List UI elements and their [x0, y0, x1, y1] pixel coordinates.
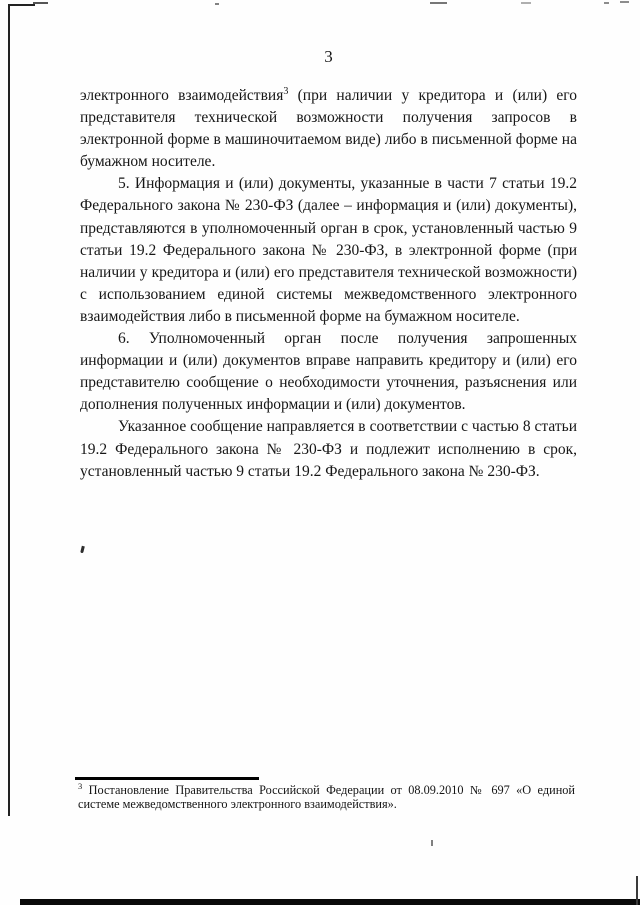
footnote-reference: 3 [283, 85, 289, 97]
paragraph-continuation [80, 85, 577, 173]
scan-artifact-dash [33, 2, 48, 4]
scan-artifact-dash [620, 1, 629, 3]
scan-artifact-dash [521, 2, 531, 4]
scan-artifact-top-border [8, 4, 35, 6]
scan-artifact-dash [604, 2, 609, 4]
footnote-separator [75, 777, 259, 780]
paragraph-item-5: 5. Информация и (или) документы, указанные в части 7 статьи 19.2 Федерального закона № 230-ФЗ (далее – информация и (или) документы), представляются в уполномоченный орган в срок, установленный частью 9 статьи 19.2 Федерального закона № 230-ФЗ, в электронной форме (при наличии у кредитора и (или) его представителя технической возможности) с использованием единой системы межведомственного электронного взаимодействия либо в письменной форме на бумажном носителе. [80, 175, 577, 325]
scan-artifact-tick [431, 840, 433, 846]
footnote-marker: 3 [78, 780, 83, 791]
body-text [80, 85, 577, 483]
scan-artifact-bottom-bar [20, 899, 640, 905]
paragraph-1-text: электронного взаимодействия [80, 87, 284, 104]
footnote-text: Постановление Правительства Российской Федерации от 08.09.2010 № 697 «О единой системе межведомственного электронного взаимодействия». [78, 782, 576, 811]
paragraph-final: Указанное сообщение направляется в соответствии с частью 8 статьи 19.2 Федерального закона № 230-ФЗ и подлежит исполнению в срок, установленный частью 9 статьи 19.2 Федерального закона № 230-ФЗ. [80, 418, 577, 480]
paragraph-1-continuation-text: (при наличии у кредитора и (или) его представителя технической возможности получения запросов в электронной форме в машиночитаемом виде) либо в письменной форме на бумажном носителе. [80, 87, 577, 171]
scan-artifact-dash [215, 3, 219, 5]
scan-artifact-speck [80, 546, 84, 553]
scan-artifact-dash [430, 2, 447, 4]
scan-artifact-left-border [8, 4, 10, 816]
paragraph-item-6: 6. Уполномоченный орган после получения запрошенных информации и (или) документов вправе направить кредитору и (или) его представителю сообщение о необходимости уточнения, разъяснения или дополнения полученных информации и (или) документов. [80, 330, 577, 414]
footnote [78, 780, 576, 812]
scan-artifact-bottom-right-edge [636, 876, 638, 905]
footnote-block [78, 777, 575, 811]
page-number: 3 [324, 47, 333, 66]
